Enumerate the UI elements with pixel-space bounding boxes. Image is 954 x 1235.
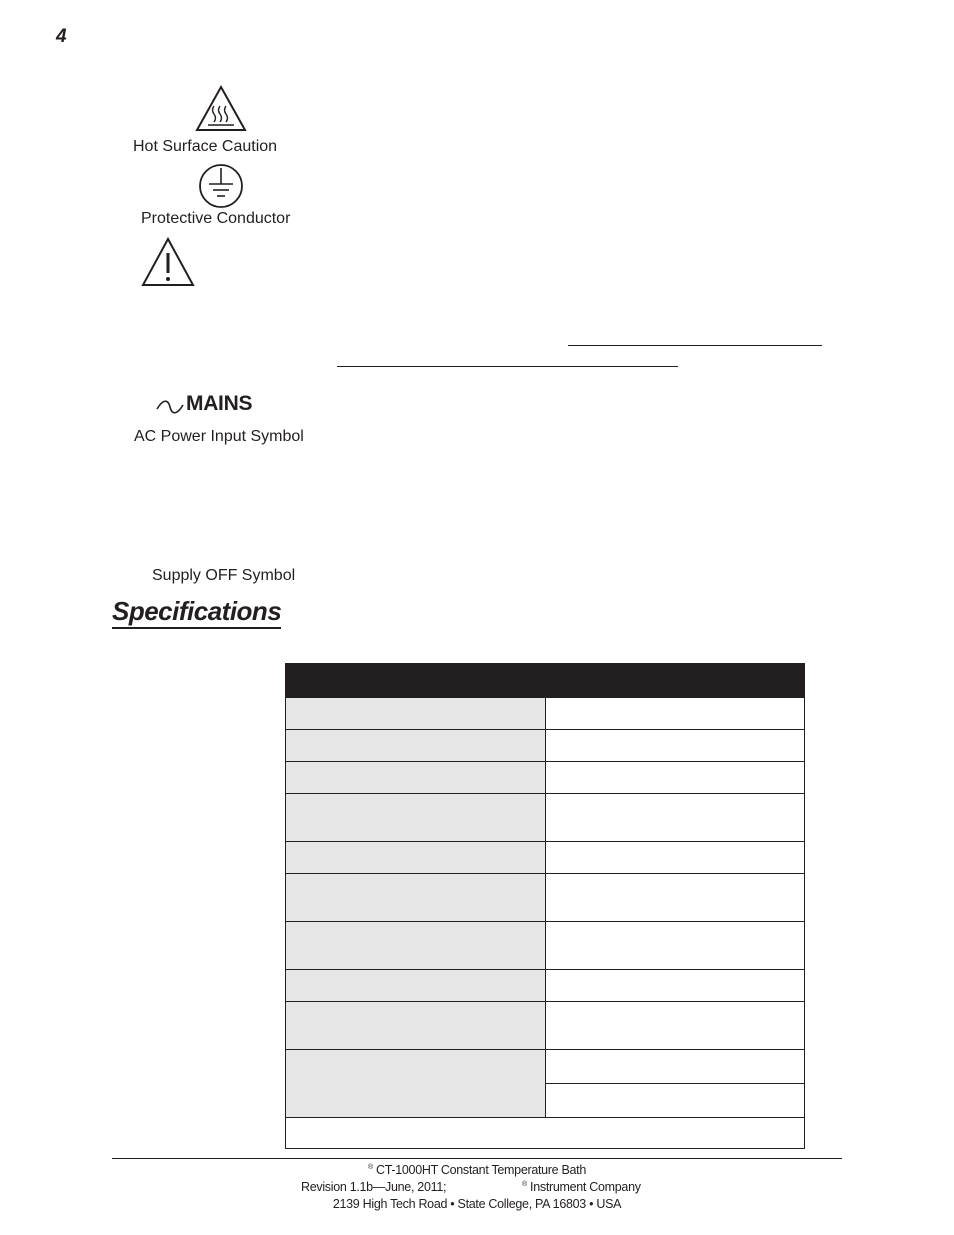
table-row — [286, 762, 805, 794]
table-row — [286, 698, 805, 730]
table-value-cell — [545, 842, 805, 874]
footer-address: 2139 High Tech Road • State College, PA 16803 • USA — [332, 1197, 622, 1211]
table-label-cell — [286, 1050, 546, 1118]
registered-mark: ® — [367, 1164, 373, 1171]
footer-product-name: CT-1000HT Constant Temperature Bath — [376, 1163, 587, 1177]
protective-conductor-label: Protective Conductor — [141, 210, 291, 227]
ac-power-label: AC Power Input Symbol — [134, 428, 304, 445]
mains-text: MAINS — [186, 392, 253, 415]
table-header-cell — [286, 664, 805, 698]
underline-rule — [568, 345, 822, 346]
section-heading: Specifications — [112, 596, 281, 629]
footer-company — [522, 1180, 641, 1194]
table-label-cell — [286, 842, 546, 874]
table-row — [286, 1002, 805, 1050]
table-label-cell — [286, 698, 546, 730]
table-label-cell — [286, 874, 546, 922]
table-label-cell — [286, 762, 546, 794]
footer-revision: Revision 1.1b—June, 2011; — [301, 1180, 447, 1194]
table-row — [286, 874, 805, 922]
footer-line-1 — [0, 1163, 954, 1177]
table-footnote-row — [286, 1118, 805, 1149]
table-label-cell — [286, 1002, 546, 1050]
table-row — [286, 730, 805, 762]
table-label-cell — [286, 794, 546, 842]
table-value-cell — [545, 1084, 805, 1118]
table-row — [286, 794, 805, 842]
underline-rule — [337, 366, 678, 367]
table-footnote-cell — [286, 1118, 805, 1149]
registered-mark: ® — [522, 1181, 527, 1188]
table-row — [286, 922, 805, 970]
footer-rule — [112, 1158, 842, 1159]
table-value-cell — [545, 730, 805, 762]
ac-wave-icon — [155, 397, 185, 417]
table-value-cell — [545, 794, 805, 842]
table-label-cell — [286, 730, 546, 762]
table-value-cell — [545, 970, 805, 1002]
table-value-cell — [545, 1050, 805, 1084]
specifications-table — [285, 663, 805, 1149]
protective-conductor-icon — [197, 162, 245, 210]
table-label-cell — [286, 922, 546, 970]
hot-surface-label: Hot Surface Caution — [133, 138, 278, 155]
supply-off-label: Supply OFF Symbol — [152, 567, 296, 584]
hot-surface-icon — [194, 84, 248, 134]
table-value-cell — [545, 874, 805, 922]
warning-icon — [140, 236, 196, 288]
table-row — [286, 842, 805, 874]
table-value-cell — [545, 922, 805, 970]
footer-company-name: Instrument Company — [530, 1180, 641, 1194]
table-value-cell — [545, 698, 805, 730]
table-value-cell — [545, 1002, 805, 1050]
table-row — [286, 970, 805, 1002]
table-row — [286, 1050, 805, 1084]
table-header-row — [286, 664, 805, 698]
table-label-cell — [286, 970, 546, 1002]
table-value-cell — [545, 762, 805, 794]
page-number: 4 — [56, 26, 67, 47]
